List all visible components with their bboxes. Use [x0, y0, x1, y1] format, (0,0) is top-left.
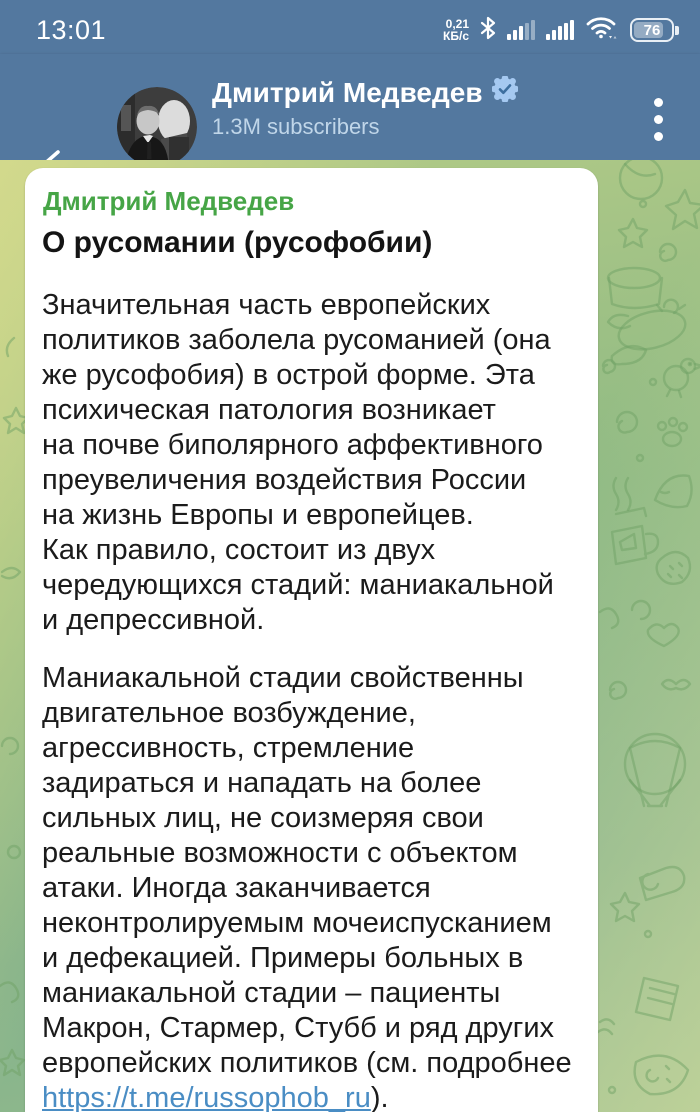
- channel-header-info[interactable]: [212, 76, 518, 140]
- wifi-icon: [585, 15, 619, 46]
- subscriber-count: 1.3M subscribers: [212, 114, 380, 139]
- more-menu-button[interactable]: [642, 92, 674, 146]
- post-body: Значительная часть европейских политиков заболела русоманией (она же русофобия) в острой форме. Эта психическая патология возникает на почве биполярного аффективного преувеличения воздействия России на жизнь Европы и европейцев. Как правило, состоит из двух чередующихся стадий: маниакальной и депрессивной. Маниакальной стадии свойственны двигательное возбуждение, агрессивность, стремление задираться и нападать на более сильных лиц, не соизмеряя свои реальные возможности с объектом атаки. Иногда заканчивается неконтролируемым мочеиспусканием и дефекацией. Примеры больных в маниакальной стадии – пациенты Макрон, Стармер, Стубб и ряд других европейских политиков (см. подробнее https://t.me/russophob_ru).: [42, 288, 581, 1112]
- more-menu-icon: [654, 98, 663, 107]
- cellular-signal-icon-sim1: [507, 20, 535, 40]
- message-author[interactable]: Дмитрий Медведев: [43, 186, 295, 216]
- battery-icon: [630, 18, 674, 42]
- channel-title: Дмитрий Медведев: [212, 76, 483, 108]
- post-title: О русомании (русофобии): [42, 226, 433, 259]
- network-speed-indicator: 0,21 КБ/с: [443, 17, 469, 43]
- message-bubble[interactable]: [25, 168, 598, 1112]
- app-bar: [0, 54, 700, 160]
- link-line: https://t.me/russophob_ru).: [42, 1082, 389, 1112]
- bluetooth-icon: [480, 16, 496, 45]
- battery-percent: 76: [643, 21, 661, 39]
- status-bar: [0, 0, 700, 54]
- clock: 13:01: [36, 14, 107, 45]
- chat-background: [0, 160, 700, 1112]
- post-link[interactable]: https://t.me/russophob_ru: [42, 1082, 371, 1112]
- verified-badge-icon: [492, 76, 518, 109]
- channel-avatar[interactable]: [117, 87, 197, 167]
- cellular-signal-icon-sim2: [546, 20, 574, 40]
- status-icons: [443, 15, 674, 46]
